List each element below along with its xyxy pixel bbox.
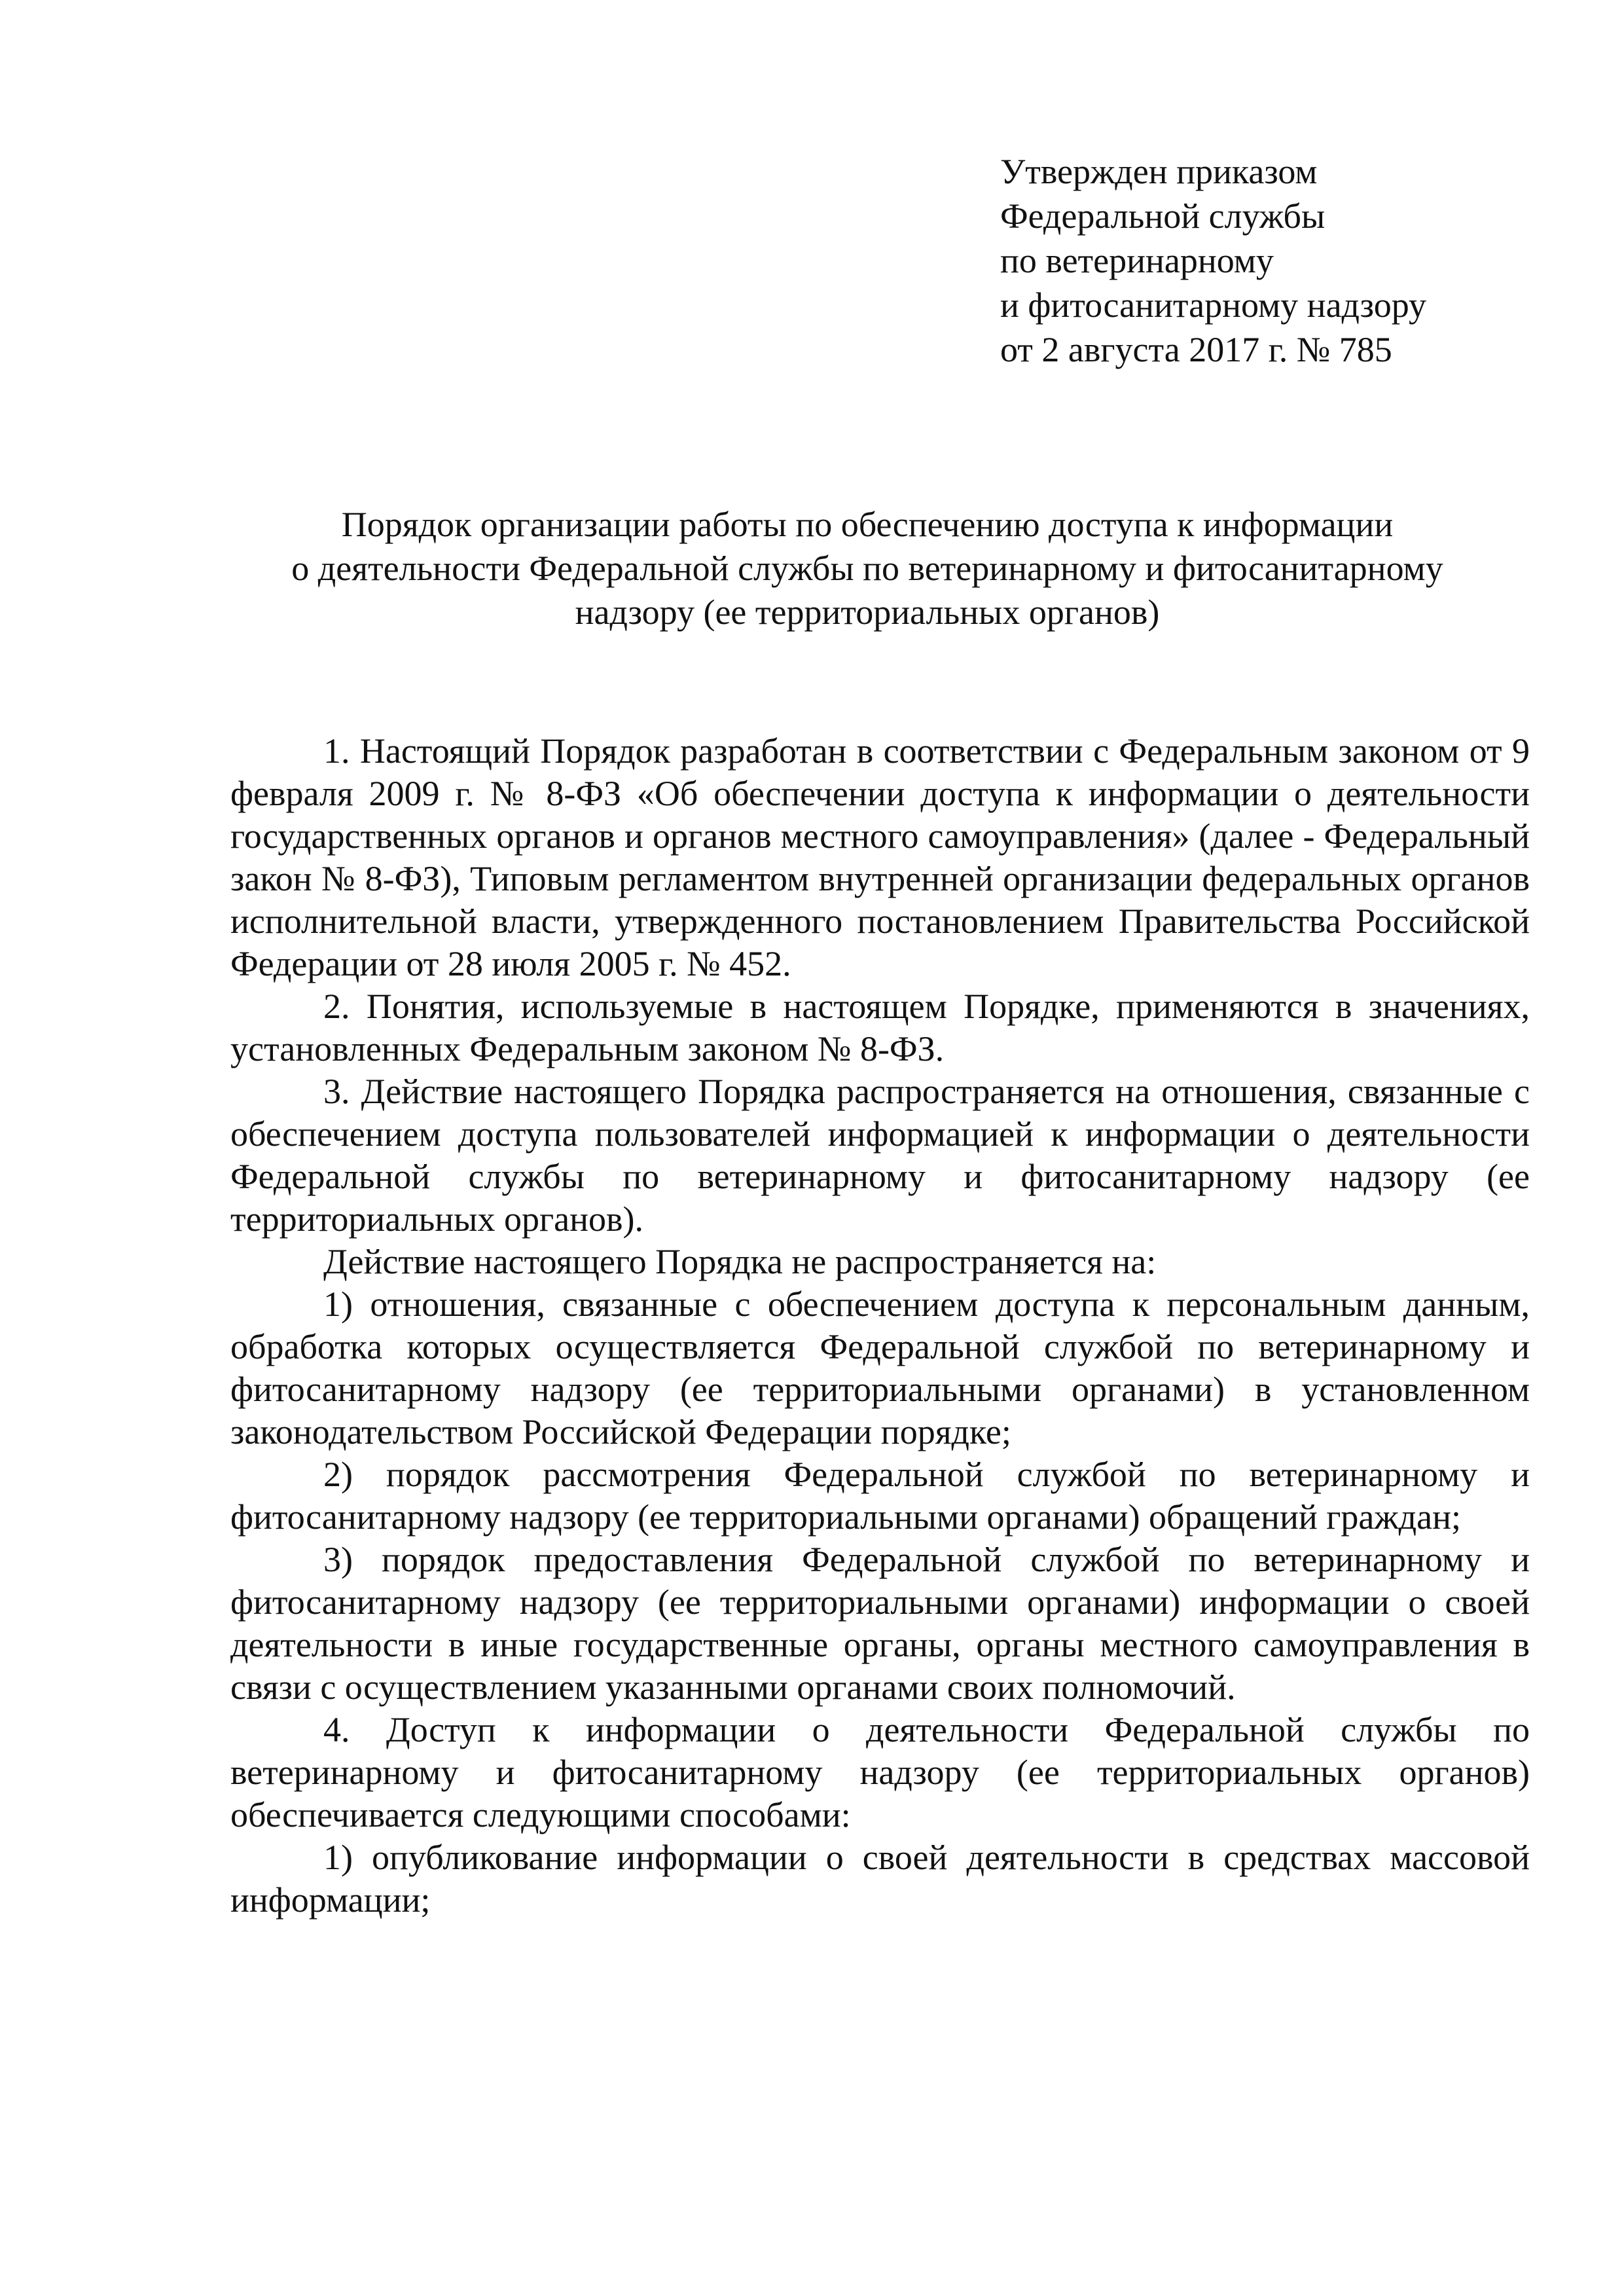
paragraph-scope-exclusions: Действие настоящего Порядка не распространяется на: bbox=[323, 1242, 1157, 1281]
list-item-4-1: 1) опубликование информации о своей деятельности в средствах массовой информации; bbox=[230, 1838, 1530, 1920]
paragraph-3: 3. Действие настоящего Порядка распространяется на отношения, связанные с обеспечением доступа пользователей информацией к информации о деятельности Федеральной службы по ветеринарному и фитосанитарному надзору (ее территориальных органов). bbox=[230, 1072, 1530, 1239]
approval-line: Утвержден приказом bbox=[1000, 152, 1318, 191]
document-title bbox=[216, 503, 1519, 634]
title-line: надзору (ее территориальных органов) bbox=[575, 592, 1160, 632]
list-item-1: 1) отношения, связанные с обеспечением доступа к персональным данным, обработка которых осуществляется Федеральной службой по ветеринарному и фитосанитарному надзору (ее территориальными органами) в установленном законодательством Российской Федерации порядке; bbox=[230, 1285, 1530, 1451]
list-item-2: 2) порядок рассмотрения Федеральной службой по ветеринарному и фитосанитарному надзору (ее территориальными органами) обращений граждан; bbox=[230, 1455, 1530, 1537]
document-body bbox=[230, 730, 1530, 1922]
approval-block bbox=[1000, 149, 1563, 372]
approval-line: по ветеринарному bbox=[1000, 241, 1274, 280]
approval-line: и фитосанитарному надзору bbox=[1000, 285, 1426, 325]
approval-line: от 2 августа 2017 г. № 785 bbox=[1000, 330, 1392, 369]
list-item-3: 3) порядок предоставления Федеральной службой по ветеринарному и фитосанитарному надзору (ее территориальными органами) информации о своей деятельности в иные государственные органы, органы местного самоуправления в связи с осуществлением указанными органами своих полномочий. bbox=[230, 1540, 1530, 1707]
paragraph-4: 4. Доступ к информации о деятельности Федеральной службы по ветеринарному и фитосанитарному надзору (ее территориальных органов) обеспечивается следующими способами: bbox=[230, 1710, 1530, 1834]
title-line: о деятельности Федеральной службы по ветеринарному и фитосанитарному bbox=[291, 549, 1443, 588]
paragraph-1: 1. Настоящий Порядок разработан в соответствии с Федеральным законом от 9 февраля 2009 г. № 8-ФЗ «Об обеспечении доступа к информации о деятельности государственных органов и органов местного самоуправления» (далее - Федеральный закон № 8-ФЗ), Типовым регламентом внутренней организации федеральных органов исполнительной власти, утвержденного постановлением Правительства Российской Федерации от 28 июля 2005 г. № 452. bbox=[230, 731, 1530, 983]
paragraph-2: 2. Понятия, используемые в настоящем Порядке, применяются в значениях, установленных Федеральным законом № 8-ФЗ. bbox=[230, 987, 1530, 1068]
title-line: Порядок организации работы по обеспечению доступа к информации bbox=[341, 505, 1394, 544]
approval-line: Федеральной службы bbox=[1000, 196, 1326, 236]
